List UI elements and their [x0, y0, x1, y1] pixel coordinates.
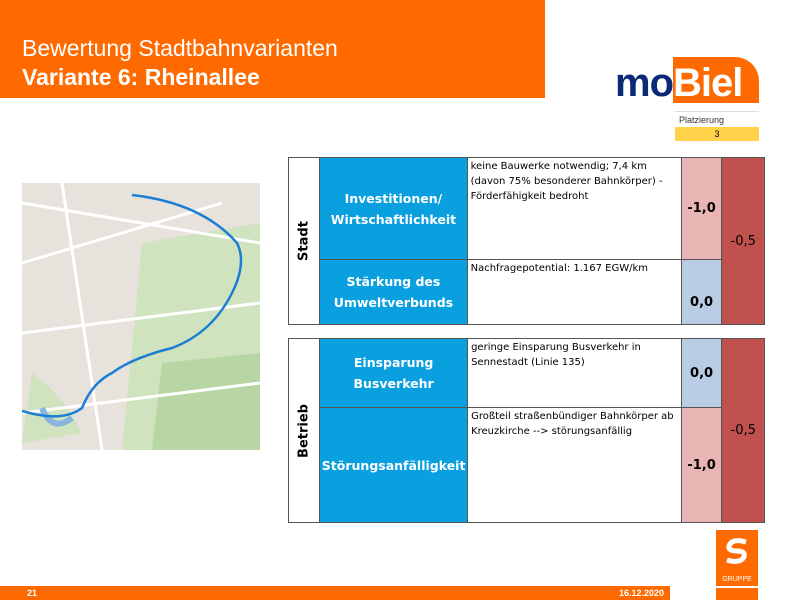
page-subtitle: Variante 6: Rheinallee [22, 64, 260, 90]
score: 0,0 [681, 339, 722, 408]
mobiel-logo: moBiel [615, 55, 765, 105]
group-total: -0,5 [722, 339, 765, 523]
criterion: Störungsanfälligkeit [320, 408, 468, 523]
group-logo-text: GRUPPE [722, 576, 752, 583]
ranking-label: Platzierung [679, 115, 725, 125]
score: -1,0 [681, 408, 722, 523]
logo-stub [716, 588, 758, 600]
page-number: 21 [27, 588, 38, 598]
description: keine Bauwerke notwendig; 7,4 km (davon 75% besonderer Bahnkörper) - Förderfähigkeit bedroht [467, 158, 681, 260]
score: -1,0 [681, 158, 722, 260]
group-table-stadt [288, 157, 765, 325]
criterion: Investitionen/ Wirtschaftlichkeit [320, 158, 467, 260]
header-bar [0, 0, 545, 98]
group-total: -0,5 [722, 158, 765, 325]
group-label: Betrieb [289, 339, 320, 523]
score: 0,0 [681, 260, 722, 325]
s-logo-icon [722, 536, 752, 566]
criterion: Stärkung des Umweltverbunds [320, 260, 467, 325]
description: geringe Einsparung Busverkehr in Sennestadt (Linie 135) [468, 339, 682, 408]
description: Großteil straßenbündiger Bahnkörper ab Kreuzkirche --> störungsanfällig [468, 408, 682, 523]
route-map [22, 183, 260, 450]
criterion: Einsparung Busverkehr [320, 339, 468, 408]
ranking-value: 3 [675, 127, 759, 141]
date: 16.12.2020 [618, 588, 664, 598]
footer-bar [0, 586, 670, 600]
group-table-betrieb [288, 338, 765, 523]
group-label: Stadt [289, 158, 320, 325]
group-logo [716, 530, 758, 586]
description: Nachfragepotential: 1.167 EGW/km [467, 260, 681, 325]
ranking-box [675, 111, 759, 141]
page-title: Bewertung Stadtbahnvarianten [22, 35, 338, 61]
